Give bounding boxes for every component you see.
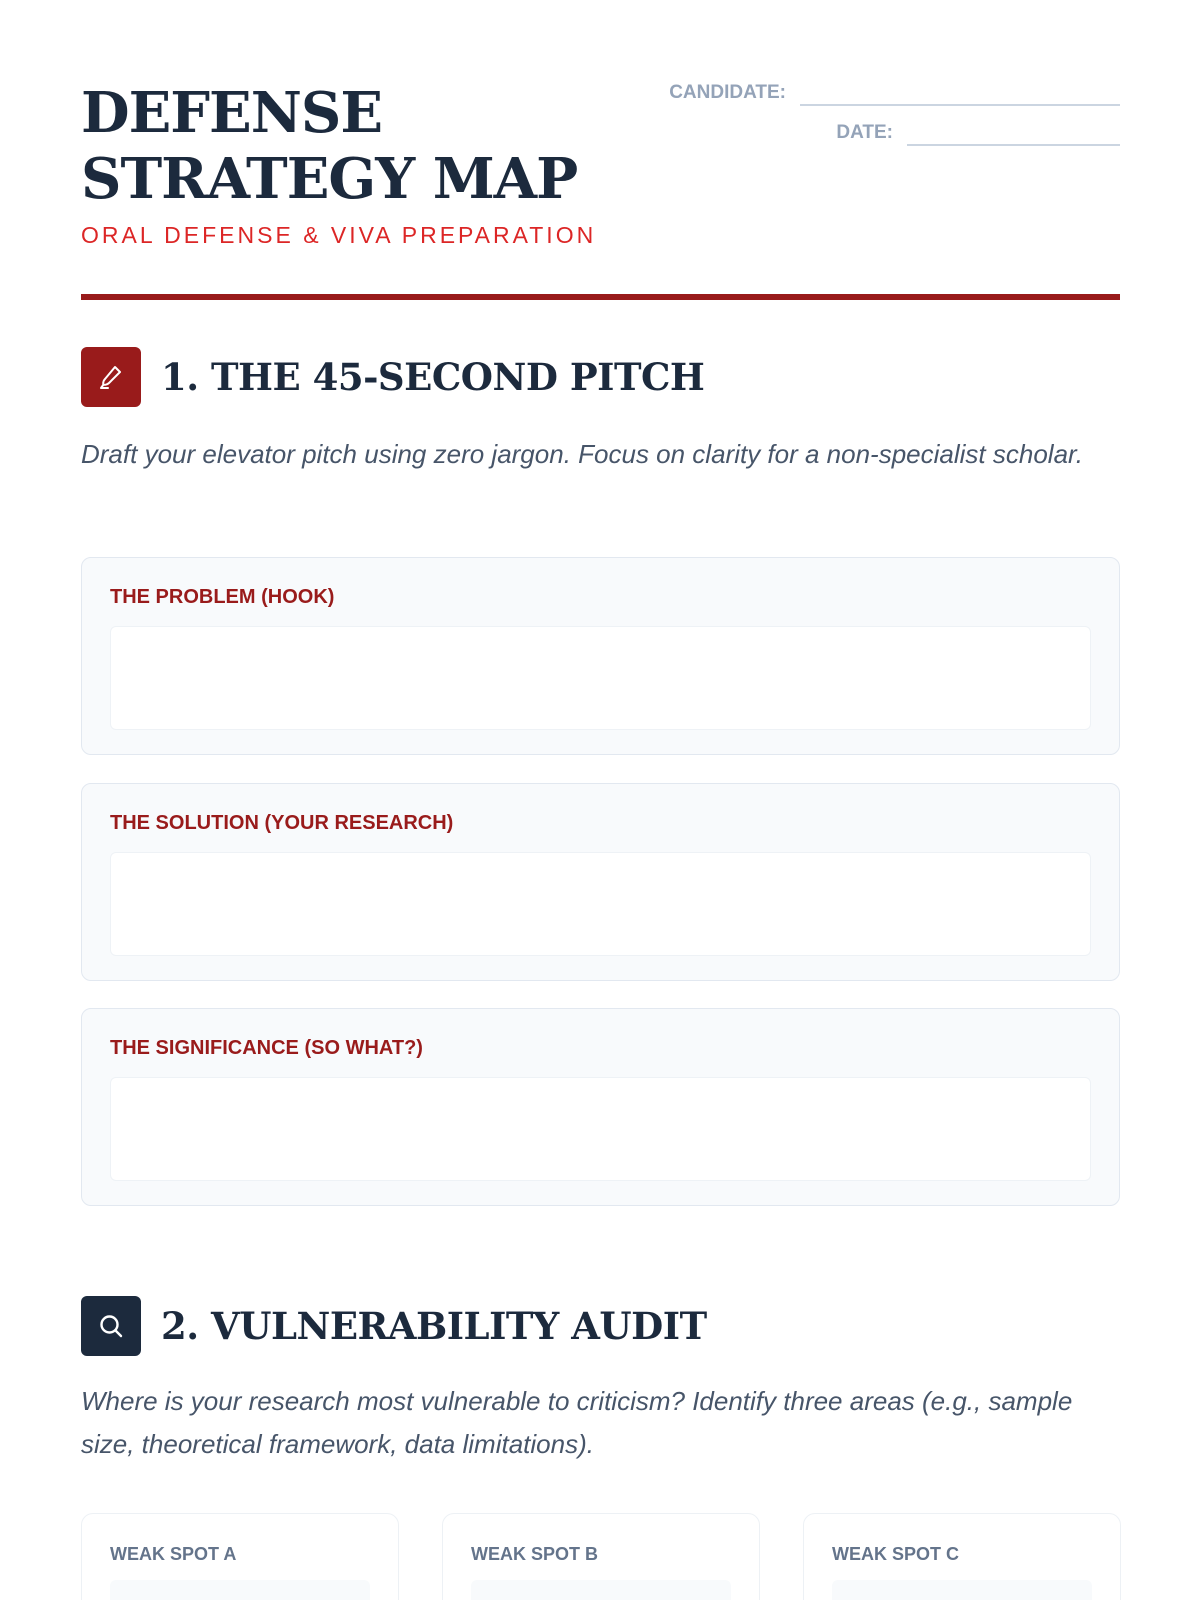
field-label: THE PROBLEM (HOOK) bbox=[110, 586, 335, 608]
candidate-field[interactable] bbox=[800, 80, 1120, 106]
section-title: 2. VULNERABILITY AUDIT bbox=[161, 1304, 707, 1348]
weak-spot-card-a bbox=[81, 1513, 399, 1600]
weak-spot-label: WEAK SPOT A bbox=[110, 1544, 237, 1564]
header-divider bbox=[81, 294, 1120, 300]
pitch-card-solution bbox=[81, 783, 1120, 981]
pen-icon bbox=[81, 347, 141, 407]
date-row bbox=[836, 120, 1120, 146]
document-header bbox=[81, 80, 1120, 301]
section-description: Where is your research most vulnerable to criticism? Identify three areas (e.g., sample size, theoretical framework, data limitations). bbox=[81, 1386, 1073, 1459]
page-title: DEFENSE STRATEGY MAP bbox=[81, 80, 578, 212]
weak-spot-card-b bbox=[442, 1513, 760, 1600]
section-pitch-heading bbox=[81, 347, 704, 407]
section-description: Draft your elevator pitch using zero jargon. Focus on clarity for a non-specialist scholar. bbox=[81, 439, 1083, 469]
candidate-row bbox=[669, 80, 1120, 106]
search-icon bbox=[81, 1296, 141, 1356]
candidate-label: CANDIDATE: bbox=[669, 82, 786, 103]
field-label: THE SOLUTION (YOUR RESEARCH) bbox=[110, 812, 454, 834]
solution-input[interactable] bbox=[110, 852, 1091, 956]
weak-spot-label: WEAK SPOT C bbox=[832, 1544, 960, 1564]
page-subtitle: ORAL DEFENSE & VIVA PREPARATION bbox=[81, 222, 597, 248]
section-vulnerability-heading bbox=[81, 1296, 707, 1356]
weak-spot-label: WEAK SPOT B bbox=[471, 1544, 599, 1564]
date-field[interactable] bbox=[907, 120, 1120, 146]
pitch-card-significance bbox=[81, 1008, 1120, 1206]
significance-input[interactable] bbox=[110, 1077, 1091, 1181]
field-label: THE SIGNIFICANCE (SO WHAT?) bbox=[110, 1037, 423, 1059]
section-title: 1. THE 45-SECOND PITCH bbox=[161, 355, 705, 399]
weak-spot-card-c bbox=[803, 1513, 1121, 1600]
problem-input[interactable] bbox=[110, 626, 1091, 730]
date-label: DATE: bbox=[836, 122, 893, 143]
weak-spot-c-input[interactable] bbox=[832, 1580, 1092, 1600]
weak-spot-b-input[interactable] bbox=[471, 1580, 731, 1600]
weak-spot-a-input[interactable] bbox=[110, 1580, 370, 1600]
pitch-card-problem bbox=[81, 557, 1120, 755]
